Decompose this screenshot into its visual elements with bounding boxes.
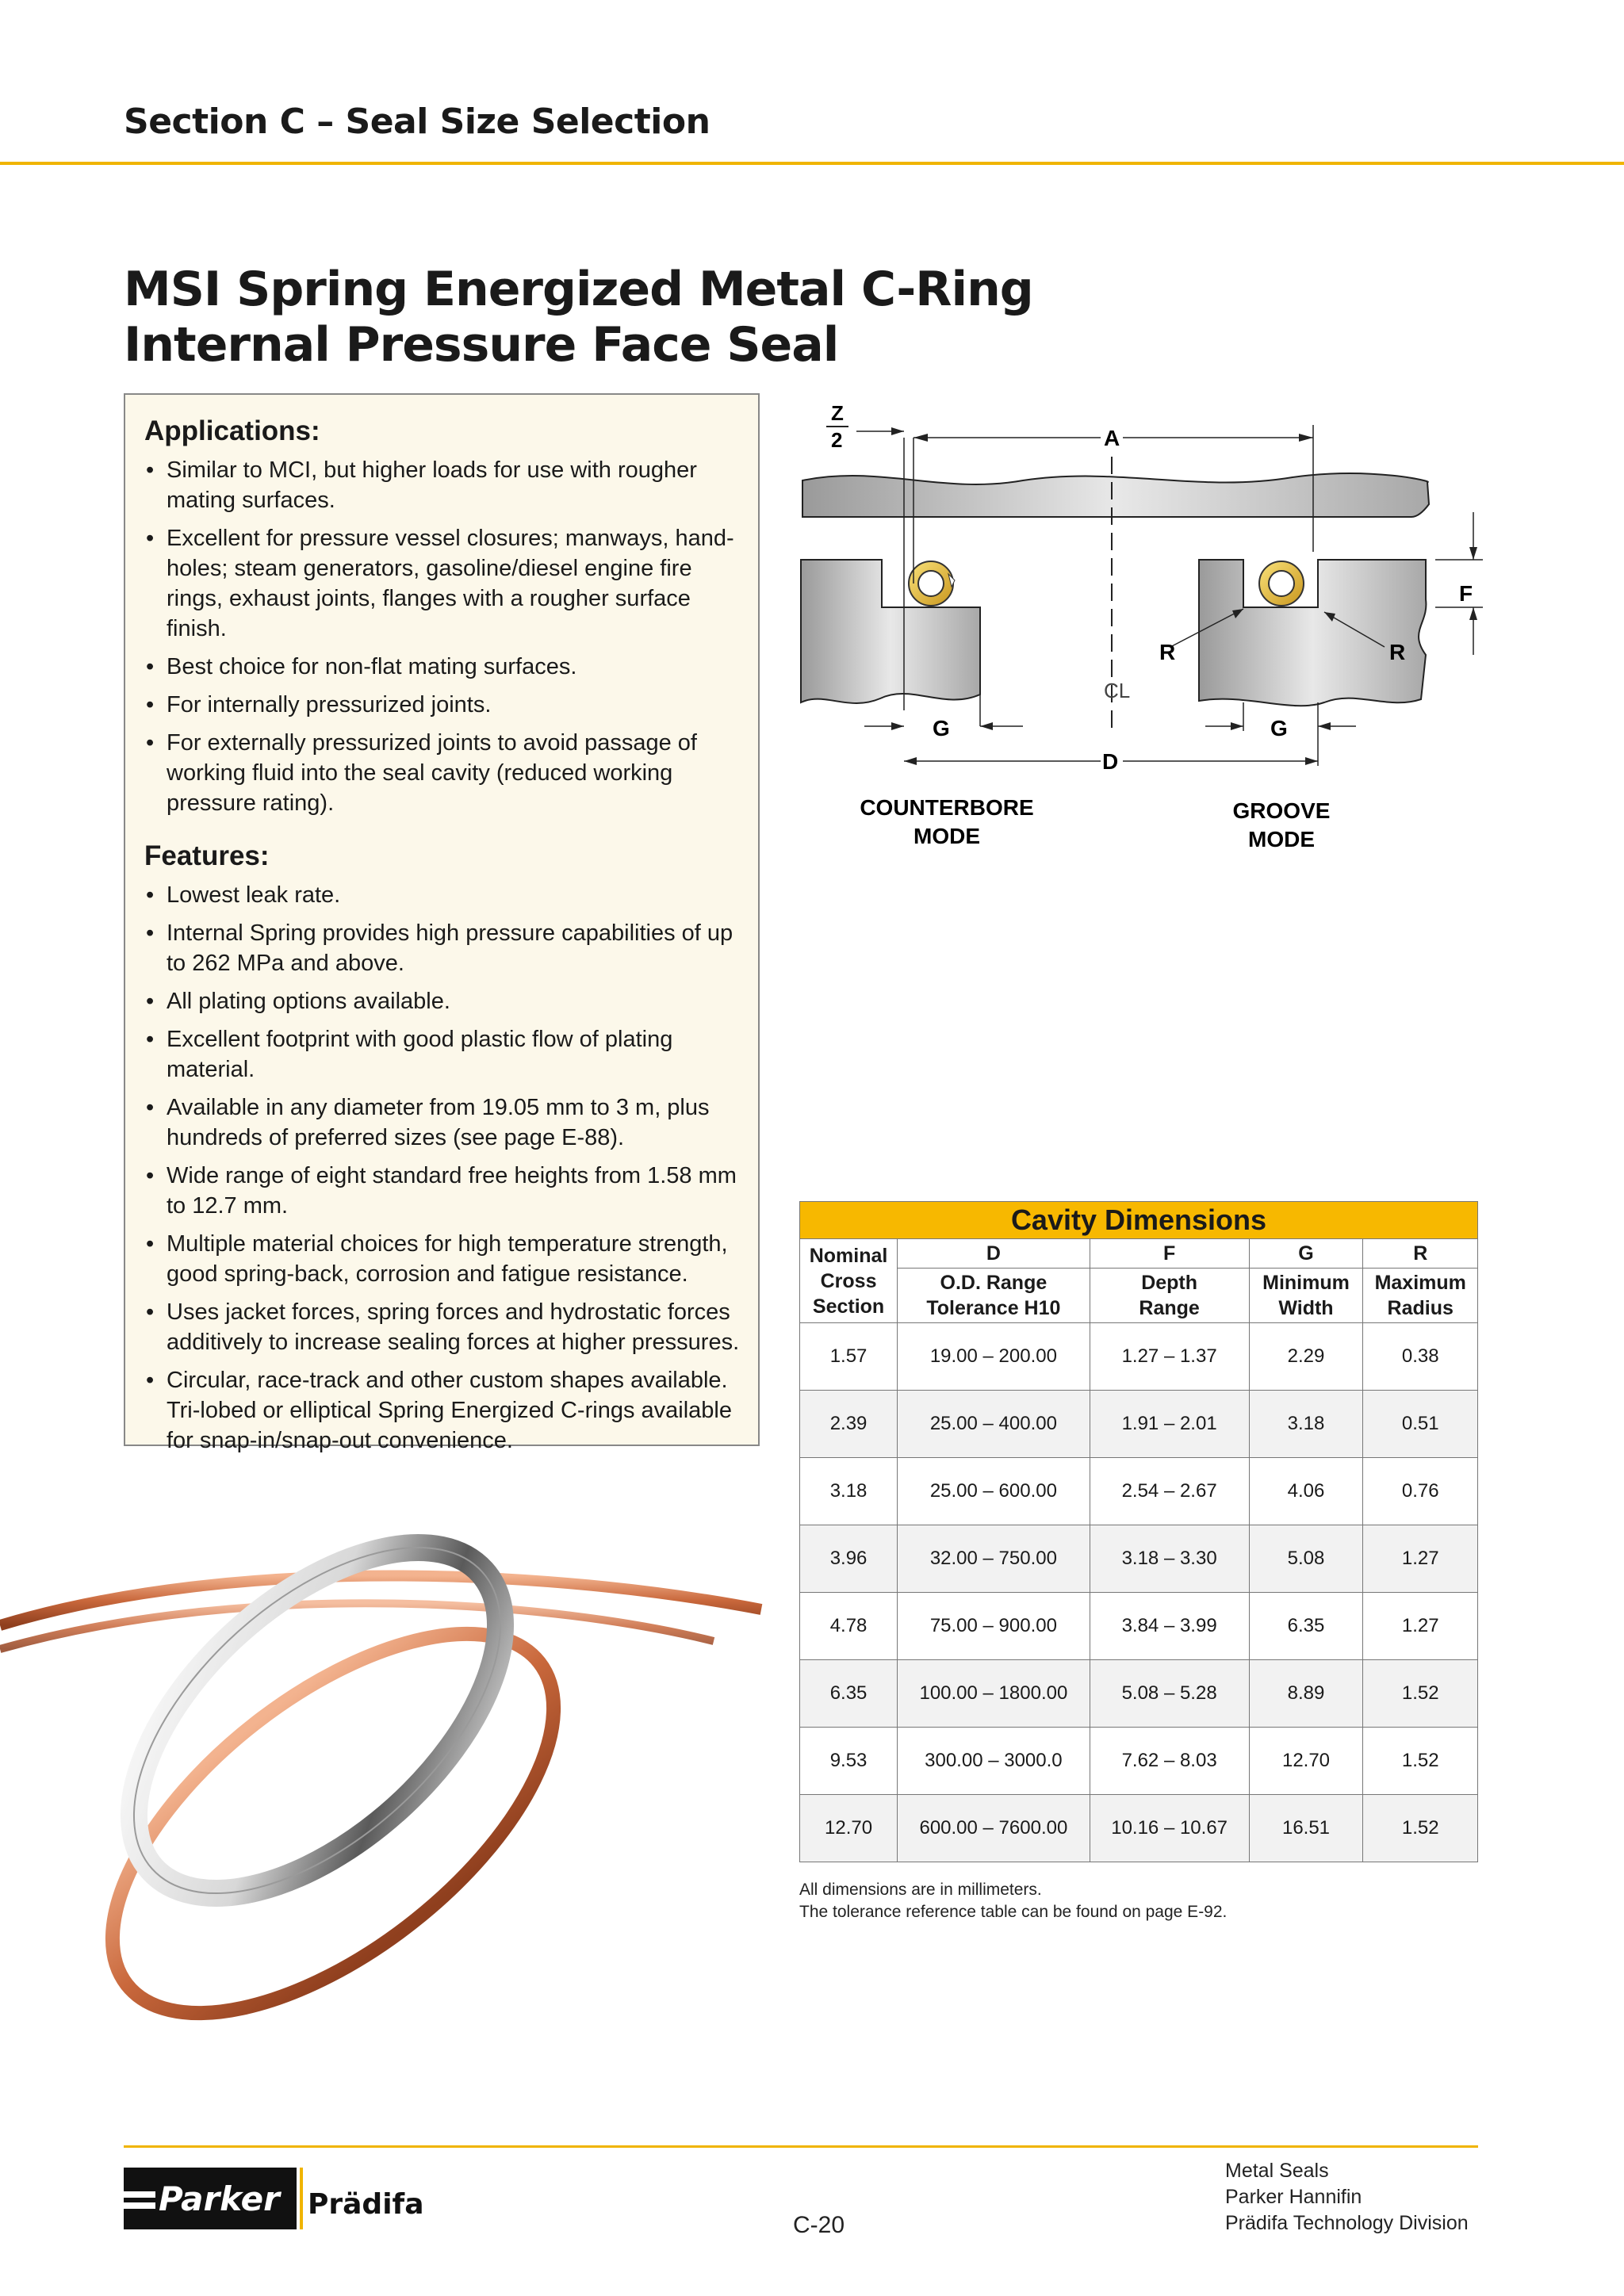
cell: 8.89 xyxy=(1249,1660,1363,1728)
title-line-2: Internal Pressure Face Seal xyxy=(124,317,839,373)
c-ring-counterbore xyxy=(909,561,955,606)
header-nominal-cross-section: Nominal Cross Section xyxy=(800,1239,898,1323)
cell: 10.16 – 10.67 xyxy=(1090,1795,1249,1862)
list-item: • Internal Spring provides high pressure capabilities of up to 262 MPa and above. xyxy=(144,918,741,978)
table-row xyxy=(800,1660,1478,1728)
cell: 0.38 xyxy=(1363,1323,1478,1391)
cell: 12.70 xyxy=(1249,1728,1363,1795)
list-item: • Multiple material choices for high temperature strength, good spring-back, corrosion and fatigue resistance. xyxy=(144,1229,741,1289)
cell: 1.27 – 1.37 xyxy=(1090,1323,1249,1391)
cell: 1.27 xyxy=(1363,1525,1478,1593)
top-plate xyxy=(802,473,1429,517)
list-item: • Circular, race-track and other custom shapes available. Tri-lobed or elliptical Spring Energized C-rings available for snap-in/snap-out convenience. xyxy=(144,1365,741,1456)
label-d: D xyxy=(1102,749,1119,774)
label-g-left: G xyxy=(933,716,950,740)
counterbore-mode-line2: MODE xyxy=(914,824,980,848)
table-row xyxy=(800,1525,1478,1593)
cell: 3.84 – 3.99 xyxy=(1090,1593,1249,1660)
cell: 3.96 xyxy=(800,1525,898,1593)
cell: 0.76 xyxy=(1363,1458,1478,1525)
cell: 1.27 xyxy=(1363,1593,1478,1660)
cell: 4.78 xyxy=(800,1593,898,1660)
c-ring-product-photo xyxy=(0,1490,793,2109)
header-maximum-radius: Maximum Radius xyxy=(1363,1269,1478,1323)
label-f: F xyxy=(1459,581,1473,606)
cell: 6.35 xyxy=(1249,1593,1363,1660)
header-depth-range: Depth Range xyxy=(1090,1269,1249,1323)
header-g: G xyxy=(1249,1239,1363,1269)
page-number: C-20 xyxy=(793,2212,845,2238)
footer-line: Metal Seals xyxy=(1225,2160,1329,2182)
list-item: • Lowest leak rate. xyxy=(144,880,741,910)
cell: 1.52 xyxy=(1363,1795,1478,1862)
table-row xyxy=(800,1795,1478,1862)
cell: 1.52 xyxy=(1363,1728,1478,1795)
cell: 75.00 – 900.00 xyxy=(898,1593,1090,1660)
label-centerline: CL xyxy=(1104,679,1131,702)
label-z-denominator: 2 xyxy=(831,428,843,452)
cell: 16.51 xyxy=(1249,1795,1363,1862)
cell: 2.54 – 2.67 xyxy=(1090,1458,1249,1525)
list-item: • Excellent footprint with good plastic flow of plating material. xyxy=(144,1024,741,1085)
features-heading: Features: xyxy=(144,840,270,871)
footer-division xyxy=(1225,2158,1469,2237)
cell: 1.91 – 2.01 xyxy=(1090,1391,1249,1458)
cell: 1.57 xyxy=(800,1323,898,1391)
footer-line: Prädifa Technology Division xyxy=(1225,2212,1469,2234)
cell: 1.52 xyxy=(1363,1660,1478,1728)
cell: 7.62 – 8.03 xyxy=(1090,1728,1249,1795)
seal-cavity-diagram xyxy=(785,393,1507,869)
cell: 6.35 xyxy=(800,1660,898,1728)
counterbore-mode-line1: COUNTERBORE xyxy=(860,795,1034,820)
label-a: A xyxy=(1104,426,1120,450)
table-row xyxy=(800,1391,1478,1458)
header-minimum-width: Minimum Width xyxy=(1249,1269,1363,1323)
table-row xyxy=(800,1728,1478,1795)
cell: 2.29 xyxy=(1249,1323,1363,1391)
list-item: • For internally pressurized joints. xyxy=(144,690,741,720)
list-item: • All plating options available. xyxy=(144,986,741,1016)
list-item: • Best choice for non-flat mating surfaces. xyxy=(144,652,741,682)
applications-list xyxy=(144,455,741,818)
cell: 2.39 xyxy=(800,1391,898,1458)
cell: 3.18 xyxy=(1249,1391,1363,1458)
label-z: Z xyxy=(831,401,844,425)
list-item: • Similar to MCI, but higher loads for use with rougher mating surfaces. xyxy=(144,455,741,515)
section-title: Section C – Seal Size Selection xyxy=(124,101,710,142)
header-d: D xyxy=(898,1239,1090,1269)
cell: 5.08 – 5.28 xyxy=(1090,1660,1249,1728)
list-item: • For externally pressurized joints to avoid passage of working fluid into the seal cavity (reduced working pressure rating). xyxy=(144,728,741,818)
list-item: • Available in any diameter from 19.05 mm to 3 m, plus hundreds of preferred sizes (see page E-88). xyxy=(144,1093,741,1153)
note-tolerance: The tolerance reference table can be found on page E-92. xyxy=(799,1903,1228,1921)
label-r-right: R xyxy=(1389,640,1406,664)
cell: 5.08 xyxy=(1249,1525,1363,1593)
label-g-right: G xyxy=(1270,716,1288,740)
cell: 0.51 xyxy=(1363,1391,1478,1458)
cell: 32.00 – 750.00 xyxy=(898,1525,1090,1593)
title-line-1: MSI Spring Energized Metal C-Ring xyxy=(124,262,1033,317)
list-item: • Uses jacket forces, spring forces and hydrostatic forces additively to increase sealing forces at higher pressures. xyxy=(144,1297,741,1357)
cell: 3.18 xyxy=(800,1458,898,1525)
cell: 19.00 – 200.00 xyxy=(898,1323,1090,1391)
page-title xyxy=(124,262,1033,373)
footer-rule xyxy=(124,2145,1478,2148)
table-row xyxy=(800,1458,1478,1525)
cavity-dimensions-table xyxy=(799,1201,1478,1862)
header-r: R xyxy=(1363,1239,1478,1269)
header-od-range: O.D. Range Tolerance H10 xyxy=(898,1269,1090,1323)
cell: 9.53 xyxy=(800,1728,898,1795)
cell: 12.70 xyxy=(800,1795,898,1862)
c-ring-groove xyxy=(1259,561,1304,606)
cell: 25.00 – 600.00 xyxy=(898,1458,1090,1525)
logo-parker-text: Parker xyxy=(159,2179,280,2218)
table-row xyxy=(800,1593,1478,1660)
cell: 3.18 – 3.30 xyxy=(1090,1525,1249,1593)
logo-pradifa-text: Prädifa xyxy=(308,2188,424,2221)
features-list xyxy=(144,880,741,1456)
note-units: All dimensions are in millimeters. xyxy=(799,1881,1042,1899)
header-f: F xyxy=(1090,1239,1249,1269)
applications-heading: Applications: xyxy=(144,415,320,446)
cell: 4.06 xyxy=(1249,1458,1363,1525)
table-notes xyxy=(799,1879,1227,1923)
groove-mode-line2: MODE xyxy=(1248,827,1315,851)
groove-mode-line1: GROOVE xyxy=(1232,798,1331,823)
cell: 100.00 – 1800.00 xyxy=(898,1660,1090,1728)
table-row xyxy=(800,1323,1478,1391)
cell: 300.00 – 3000.0 xyxy=(898,1728,1090,1795)
footer-line: Parker Hannifin xyxy=(1225,2186,1362,2208)
cell: 600.00 – 7600.00 xyxy=(898,1795,1090,1862)
header-rule xyxy=(0,162,1624,165)
label-r-left: R xyxy=(1159,640,1176,664)
list-item: • Excellent for pressure vessel closures; manways, hand-holes; steam generators, gasoline/diesel engine fire rings, exhaust joints, flanges with a rougher surface finish. xyxy=(144,523,741,644)
cell: 25.00 – 400.00 xyxy=(898,1391,1090,1458)
table-caption: Cavity Dimensions xyxy=(800,1202,1478,1239)
list-item: • Wide range of eight standard free heights from 1.58 mm to 12.7 mm. xyxy=(144,1161,741,1221)
groove-block xyxy=(1199,560,1426,706)
applications-features-box xyxy=(124,393,760,1453)
parker-pradifa-logo xyxy=(124,2163,424,2234)
